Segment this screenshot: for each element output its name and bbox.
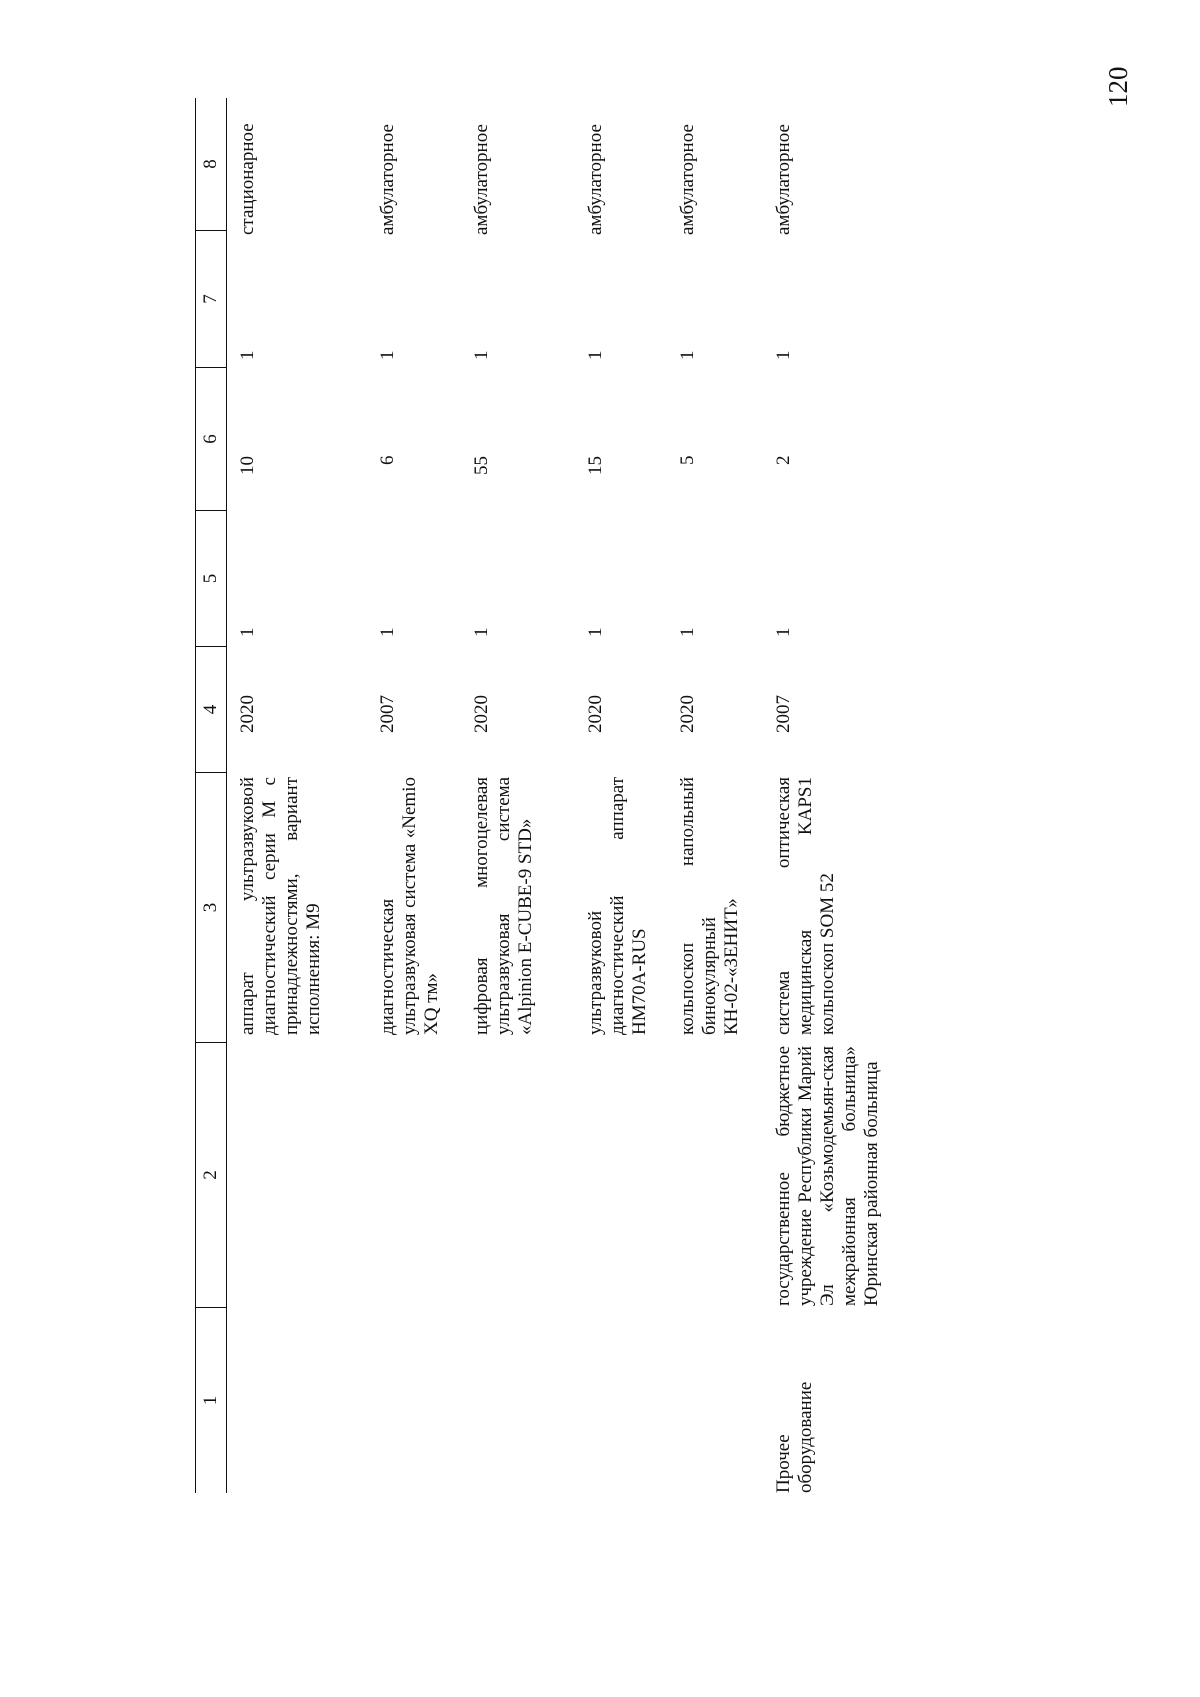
- load-value: 2: [773, 455, 794, 465]
- rotated-table: [195, 0, 1095, 1493]
- care-type: стационарное: [237, 123, 258, 235]
- care-type: амбулаторное: [677, 124, 698, 235]
- care-type: амбулаторное: [377, 124, 398, 235]
- quantity: 1: [377, 627, 398, 637]
- header-col-3: 3: [196, 773, 226, 1043]
- count-value: 1: [585, 350, 606, 360]
- load-value: 15: [585, 456, 606, 475]
- load-value: 55: [471, 456, 492, 475]
- page-number: 120: [1103, 66, 1133, 107]
- quantity: 1: [585, 627, 606, 637]
- header-col-8: 8: [196, 98, 226, 231]
- equipment-name: кольпоскоп напольный бинокулярный КН-02-«ЗЕНИТ»: [677, 777, 742, 1035]
- equipment-name: диагностическая ультразвуковая система «Nemio XQ тм»: [377, 777, 442, 1035]
- count-value: 1: [773, 350, 794, 360]
- care-type: амбулаторное: [471, 124, 492, 235]
- count-value: 1: [677, 350, 698, 360]
- equipment-name: система оптическая медицинская KAPS1 кольпоскоп SOM 52: [773, 777, 838, 1035]
- year: 2020: [471, 695, 492, 733]
- equipment-name: ультразвуковой диагностический аппарат HM70A-RUS: [585, 777, 650, 1035]
- header-col-2: 2: [196, 1043, 226, 1308]
- category-label: Прочее оборудование: [773, 1381, 816, 1493]
- care-type: амбулаторное: [773, 124, 794, 235]
- equipment-name: цифровая многоцелевая ультразвуковая система «Alpinion E-CUBE-9 STD»: [471, 777, 536, 1035]
- quantity: 1: [471, 627, 492, 637]
- count-value: 1: [471, 350, 492, 360]
- header-col-6: 6: [196, 368, 226, 511]
- year: 2020: [237, 695, 258, 733]
- year: 2020: [585, 695, 606, 733]
- table-header: [195, 98, 227, 1493]
- load-value: 10: [237, 456, 258, 475]
- header-col-5: 5: [196, 511, 226, 647]
- header-col-1: 1: [200, 1395, 221, 1406]
- equipment-name: аппарат ультразвуковой диагностический серии М с принадлежностями, вариант исполнения: М9: [237, 777, 324, 1035]
- institution-name: государственное бюджетное учреждение Республики Марий Эл «Козьмодемьян-ская межрайонная больница» Юринская районная больница: [773, 1046, 882, 1306]
- count-value: 1: [237, 350, 258, 360]
- header-col-4: 4: [196, 647, 226, 773]
- quantity: 1: [677, 627, 698, 637]
- year: 2007: [773, 695, 794, 733]
- care-type: амбулаторное: [585, 124, 606, 235]
- year: 2007: [377, 695, 398, 733]
- load-value: 6: [377, 455, 398, 465]
- header-col-7: 7: [196, 231, 226, 368]
- count-value: 1: [377, 350, 398, 360]
- quantity: 1: [773, 627, 794, 637]
- load-value: 5: [677, 455, 698, 465]
- year: 2020: [677, 695, 698, 733]
- quantity: 1: [237, 627, 258, 637]
